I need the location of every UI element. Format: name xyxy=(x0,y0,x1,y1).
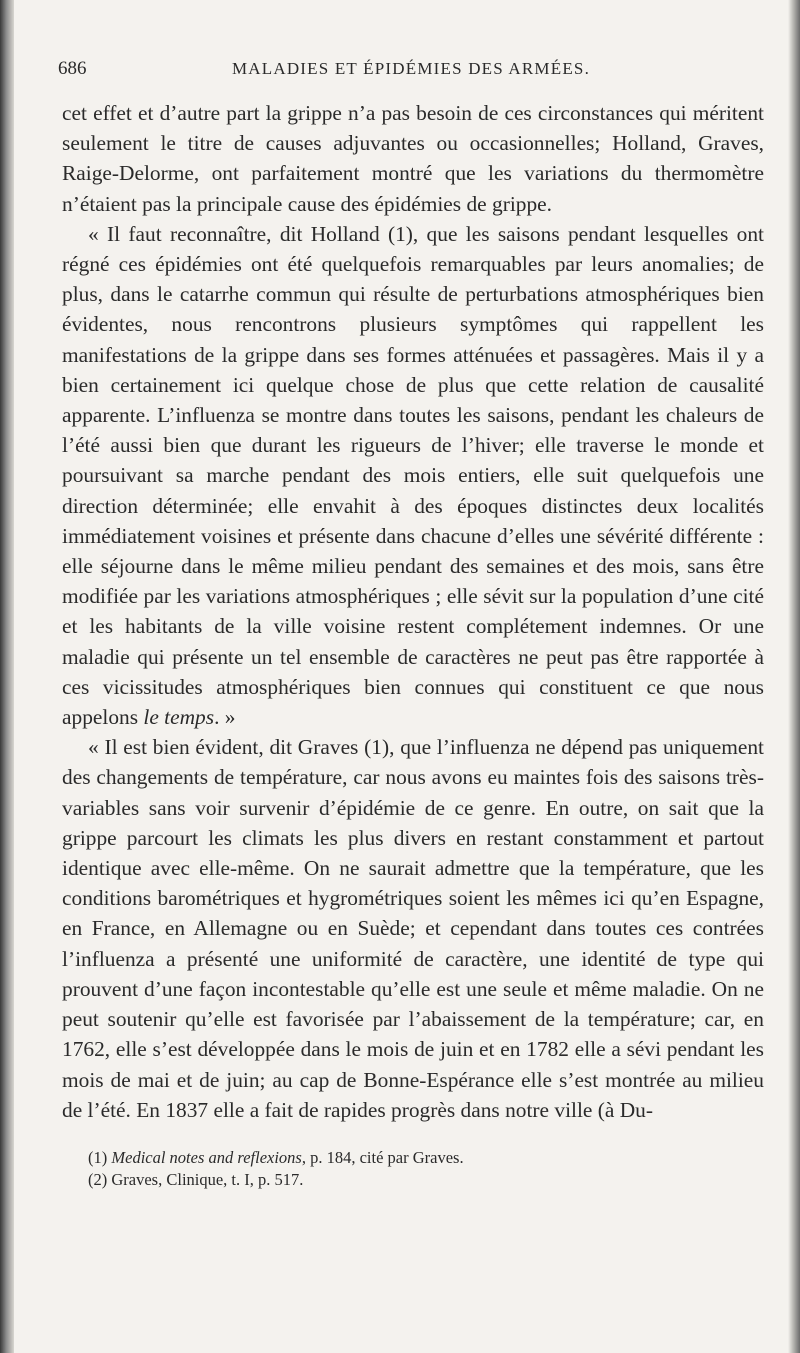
page-header xyxy=(58,58,764,94)
footnote-1-rest: , p. 184, cité par Graves. xyxy=(301,1147,464,1167)
running-head: MALADIES ET ÉPIDÉMIES DES ARMÉES. xyxy=(231,59,591,78)
footnotes xyxy=(58,1147,764,1191)
footnote-2 xyxy=(88,1169,764,1191)
page-number: 686 xyxy=(58,58,87,79)
paragraph-2 xyxy=(62,219,764,732)
paragraph-3 xyxy=(62,732,764,1125)
paragraph-2-closing: . » xyxy=(214,705,236,730)
footnote-2-marker: (2) xyxy=(88,1169,108,1189)
footnote-2-rest: Graves, Clinique, t. I, p. 517. xyxy=(111,1169,304,1189)
paragraph-2-text: « Il faut reconnaître, dit Holland (1), que les saisons pendant lesquelles ont régné ces épidémies ont été quelquefois remarquables par leurs anomalies; de plus, dans le catarrhe commun qui résulte de perturbations atmosphériques bien évidentes, nous rencontrons plusieurs symptômes qui rappellent les manifestations de la grippe dans ses formes atténuées et passagères. Mais il y a bien certainement ici quelque chose de plus que cette relation de causalité apparente. L’influenza se montre dans toutes les saisons, pendant les chaleurs de l’été aussi bien que durant les rigueurs de l’hiver; elle traverse le monde et poursuivant sa marche pendant des mois entiers, elle suit quelquefois une direction déterminée; elle envahit à des époques distinctes deux localités immédiatement voisines et présente dans chacune d’elles une sévérité différente : elle séjourne dans le même milieu pendant des semaines et des mois, sans être modifiée par les variations atmosphériques ; elle sévit sur la population d’une cité et les habitants de la ville voisine restent complétement indemnes. Or une maladie qui présente un tel ensemble de caractères ne peut pas être rapportée à ces vicissitudes atmosphériques bien connues qui constituent ce que nous appelons xyxy=(62,221,764,730)
footnote-1-title: Medical notes and reflexions xyxy=(111,1147,302,1167)
book-binding-left-edge xyxy=(0,0,14,1353)
paragraph-1 xyxy=(62,98,764,219)
book-page xyxy=(58,58,764,1191)
footnote-1 xyxy=(88,1147,764,1169)
paragraph-1-text: cet effet et d’autre part la grippe n’a pas besoin de ces circonstances qui méritent seulement le titre de causes adjuvantes ou occasionnelles; Holland, Graves, Raige-Delorme, ont parfaitement montré que les variations du thermomètre n’étaient pas la principale cause des épidémies de grippe. xyxy=(62,101,764,216)
book-binding-right-edge xyxy=(788,0,800,1353)
paragraph-3-text: « Il est bien évident, dit Graves (1), que l’influenza ne dépend pas uniquement des changements de température, car nous avons eu maintes fois des saisons très-variables sans voir survenir d’épidémie de ce genre. En outre, on sait que la grippe parcourt les climats les plus divers en restant constamment et partout identique avec elle-même. On ne saurait admettre que la température, que les conditions barométriques et hygrométriques soient les mêmes ici qu’en Espagne, en France, en Allemagne ou en Suède; et cependant dans toutes ces contrées l’influenza a présenté une uniformité de caractère, une identité de type qui prouvent d’une façon incontestable qu’elle est une seule et même maladie. On ne peut soutenir qu’elle est favorisée par l’abaissement de la température; car, en 1762, elle s’est développée dans le mois de juin et en 1782 elle a sévi pendant les mois de mai et de juin; au cap de Bonne-Espérance elle s’est montrée au milieu de l’été. En 1837 elle a fait de rapides progrès dans notre ville (à Du- xyxy=(62,735,764,1122)
footnote-1-marker: (1) xyxy=(88,1147,108,1167)
paragraph-2-italic-term: le temps xyxy=(143,705,215,730)
body-text xyxy=(58,98,764,1125)
